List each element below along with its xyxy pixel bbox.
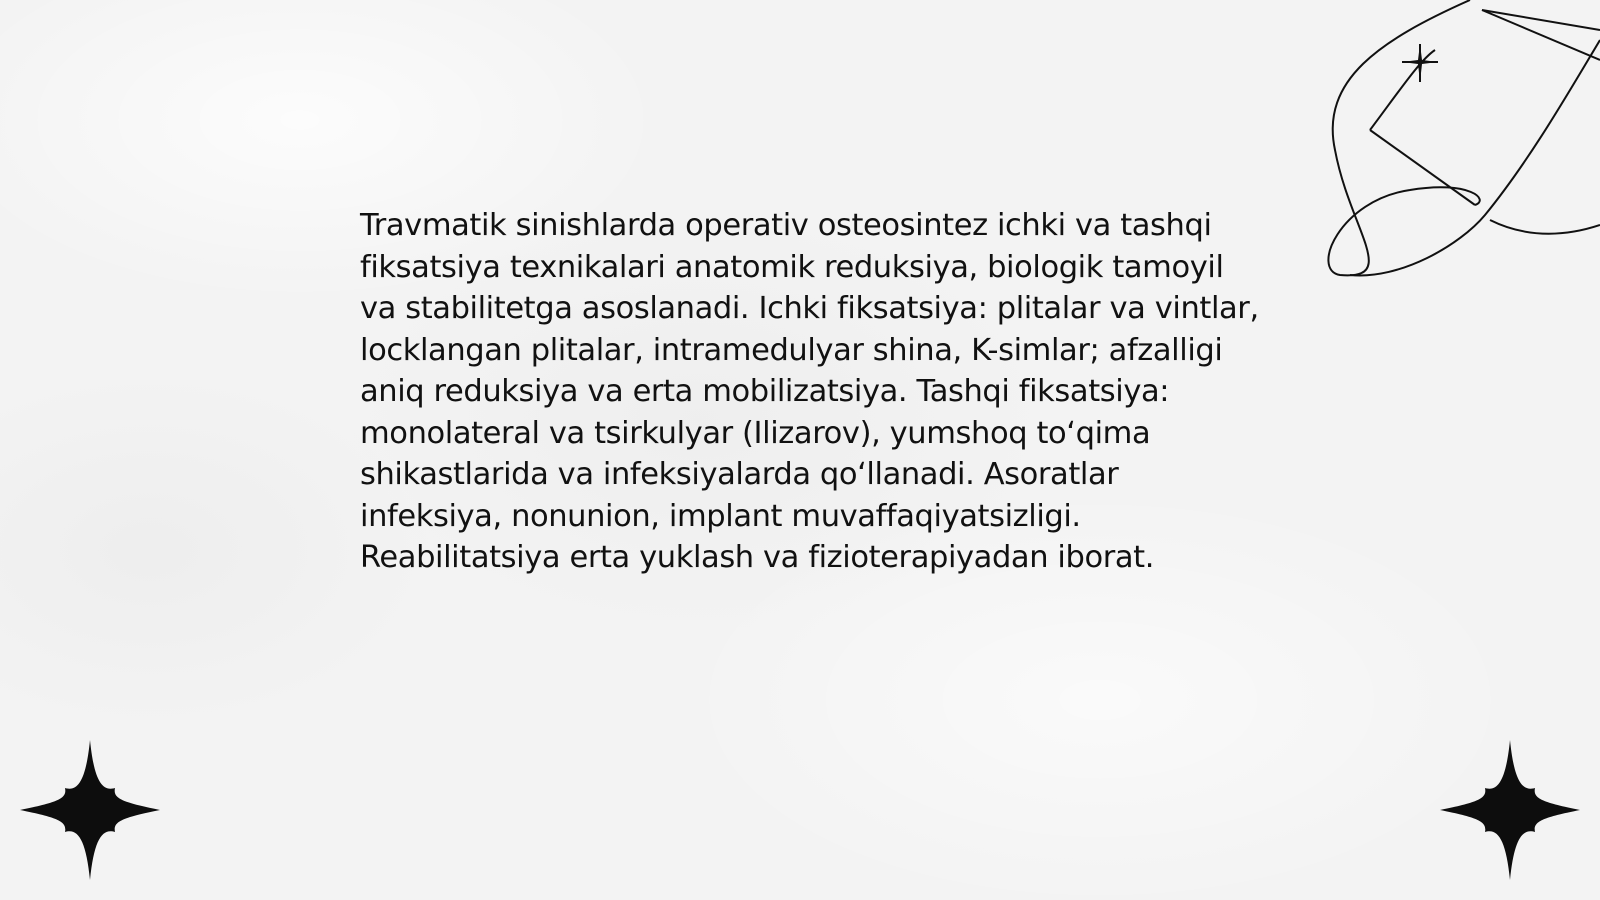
slide-body-text: Travmatik sinishlarda operativ osteosintez ichki va tashqi fiksatsiya texnikalari anatomik reduksiya, biologik tamoyil va stabilitetga asoslanadi. Ichki fiksatsiya: plitalar va vintlar, locklangan plitalar, intramedulyar shina, K-simlar; afzalligi aniq reduksiya va erta mobilizatsiya. Tashqi fiksatsiya: monolateral va tsirkulyar (Ilizarov), yumshoq to‘qima shikastlarida va infeksiyalarda qo‘llanadi. Asoratlar infeksiya, nonunion, implant muvaffaqiyatsizligi. Reabilitatsiya erta yuklash va fizioterapiyadan iborat. — [360, 208, 1259, 575]
four-point-star-icon — [1440, 740, 1580, 880]
orbit-sparkle-icon — [1320, 0, 1600, 290]
four-point-star-icon — [20, 740, 160, 880]
sparkle-icon — [1402, 44, 1438, 82]
